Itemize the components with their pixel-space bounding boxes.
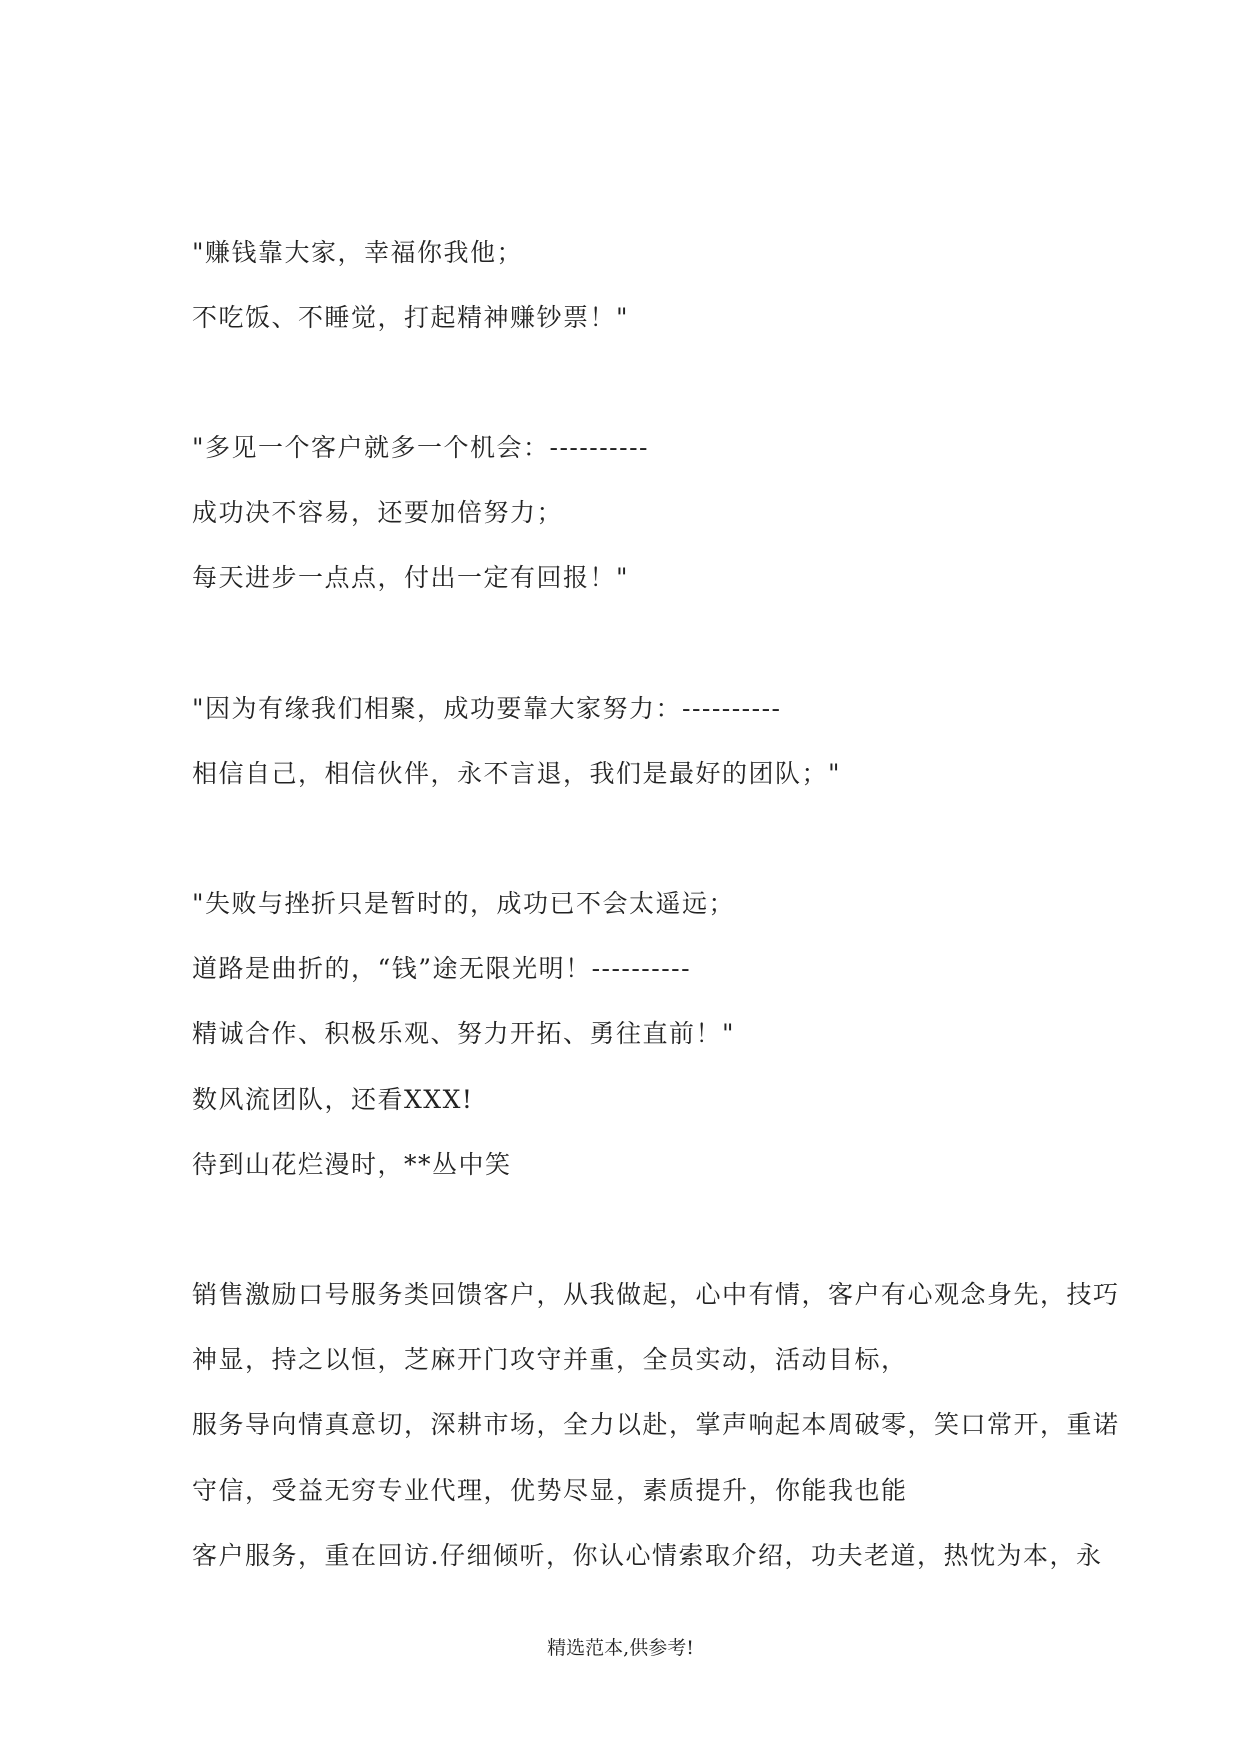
- page-footer: 精选范本,供参考!: [547, 1637, 694, 1659]
- text-line: 不吃饭、不睡觉，打起精神赚钞票！": [192, 303, 630, 332]
- text-line: "因为有缘我们相聚，成功要靠大家努力：----------: [192, 694, 782, 723]
- text-line: 守信，受益无穷专业代理，优势尽显，素质提升，你能我也能: [192, 1476, 908, 1505]
- text-line: 服务导向情真意切，深耕市场，全力以赴，掌声响起本周破零，笑口常开，重诺: [192, 1410, 1120, 1439]
- text-line: 待到山花烂漫时，**丛中笑: [192, 1150, 512, 1179]
- text-line: 数风流团队，还看XXX!: [192, 1085, 474, 1114]
- text-line: "失败与挫折只是暂时的，成功已不会太遥远；: [192, 889, 736, 918]
- text-line: 道路是曲折的，“钱”途无限光明！----------: [192, 954, 692, 983]
- text-line: 销售激励口号服务类回馈客户，从我做起，心中有情，客户有心观念身先，技巧: [192, 1280, 1120, 1309]
- text-line: 神显，持之以恒，芝麻开门攻守并重，全员实动，活动目标，: [192, 1345, 908, 1374]
- text-line: 客户服务，重在回访.仔细倾听，你认心情索取介绍，功夫老道，热忱为本，永: [192, 1541, 1103, 1570]
- text-line: 相信自己，相信伙伴，永不言退，我们是最好的团队；": [192, 759, 842, 788]
- text-line: "赚钱靠大家，幸福你我他；: [192, 238, 524, 267]
- text-line: "多见一个客户就多一个机会：----------: [192, 433, 649, 462]
- text-line: 精诚合作、积极乐观、努力开拓、勇往直前！": [192, 1019, 736, 1048]
- text-line: 每天进步一点点，付出一定有回报！": [192, 563, 630, 592]
- text-line: 成功决不容易，还要加倍努力；: [192, 498, 564, 527]
